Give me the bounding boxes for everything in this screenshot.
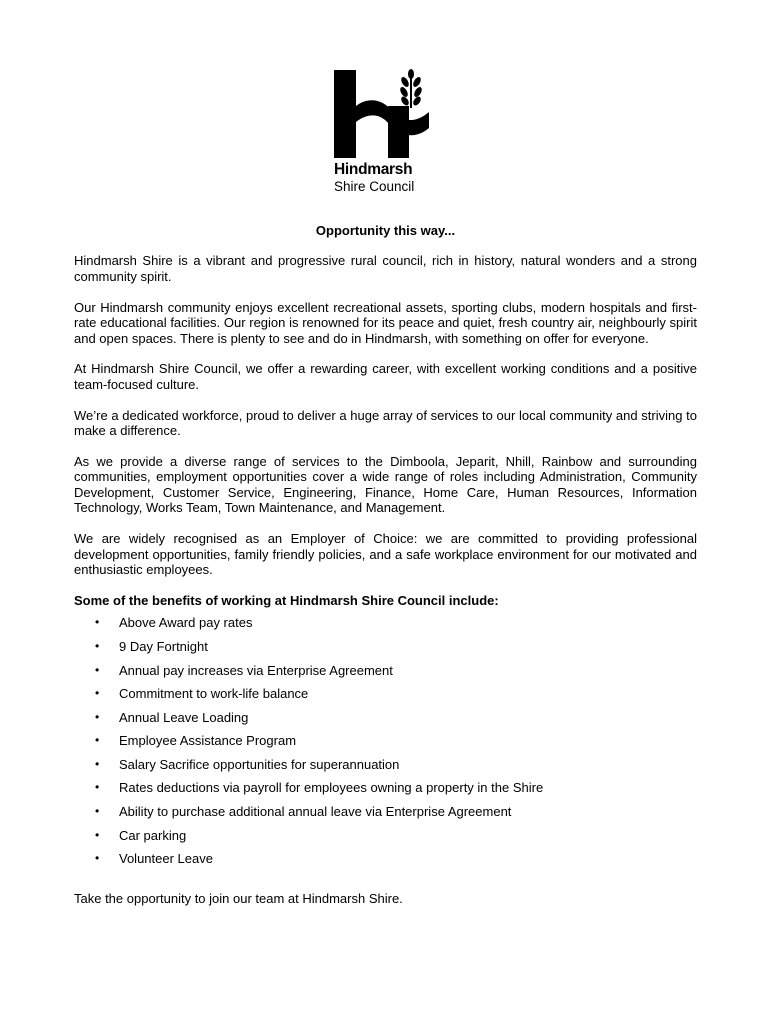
benefit-text: Employee Assistance Program [119,733,297,749]
bullet-icon: • [95,686,100,701]
list-item [74,639,697,663]
page-heading: Opportunity this way... [315,223,456,238]
bullet-icon: • [95,709,100,724]
benefit-text: Annual pay increases via Enterprise Agreement [119,662,393,678]
list-item [74,851,697,875]
list-item [74,686,697,710]
workforce-paragraph: We’re a dedicated workforce, proud to deliver a huge array of services to our local community and striving to make a difference. [74,407,697,439]
benefit-text: Salary Sacrifice opportunities for superannuation [119,756,400,772]
bullet-icon: • [95,851,100,866]
bullet-icon: • [95,615,100,630]
hindmarsh-h-wheat-icon [331,66,437,162]
list-item [74,615,697,639]
list-item [74,757,697,781]
benefit-text: Annual Leave Loading [119,709,249,725]
employer-of-choice-paragraph: We are widely recognised as an Employer of Choice: we are committed to providing professional development opportunities, family friendly policies, and a safe workplace environment for our motivated and enthusiastic employees. [74,531,697,577]
bullet-icon: • [95,804,100,819]
benefit-text: Above Award pay rates [119,615,253,631]
benefit-text: Commitment to work-life balance [119,686,309,702]
list-item [74,828,697,852]
benefit-text: 9 Day Fortnight [119,638,208,654]
services-paragraph: As we provide a diverse range of services to the Dimboola, Jeparit, Nhill, Rainbow and surrounding communities, employment opportunities cover a wide range of roles including Administration, Community Development, Customer Service, Engineering, Finance, Home Care, Human Resources, Information Technology, Works Team, Town Maintenance, and Management. [74,454,697,516]
bullet-icon: • [95,827,100,842]
bullet-icon: • [95,780,100,795]
benefit-text: Car parking [119,827,187,843]
list-item [74,663,697,687]
intro-paragraph: Hindmarsh Shire is a vibrant and progressive rural council, rich in history, natural wonders and a strong community spirit. [74,253,697,284]
list-item [74,780,697,804]
bullet-icon: • [95,662,100,677]
list-item [74,710,697,734]
benefit-text: Ability to purchase additional annual leave via Enterprise Agreement [119,804,512,820]
benefits-heading: Some of the benefits of working at Hindmarsh Shire Council include: [74,592,499,608]
career-paragraph: At Hindmarsh Shire Council, we offer a rewarding career, with excellent working conditions and a positive team-focused culture. [74,361,697,392]
bullet-icon: • [95,733,100,748]
document-body [74,223,697,922]
benefits-list [74,615,697,875]
benefit-text: Rates deductions via payroll for employees owning a property in the Shire [119,780,544,796]
council-logo [331,66,437,196]
bullet-icon: • [95,756,100,771]
community-paragraph: Our Hindmarsh community enjoys excellent recreational assets, sporting clubs, modern hospitals and first-rate educational facilities. Our region is renowned for its peace and quiet, fresh country air, neighbourly spirit and open spaces. There is plenty to see and do in Hindmarsh, with something on offer for everyone. [74,299,697,346]
benefit-text: Volunteer Leave [119,851,213,867]
bullet-icon: • [95,638,100,653]
closing-paragraph: Take the opportunity to join our team at Hindmarsh Shire. [74,890,403,906]
logo-subtitle: Shire Council [334,179,415,194]
logo-title: Hindmarsh [334,161,413,178]
list-item [74,733,697,757]
list-item [74,804,697,828]
